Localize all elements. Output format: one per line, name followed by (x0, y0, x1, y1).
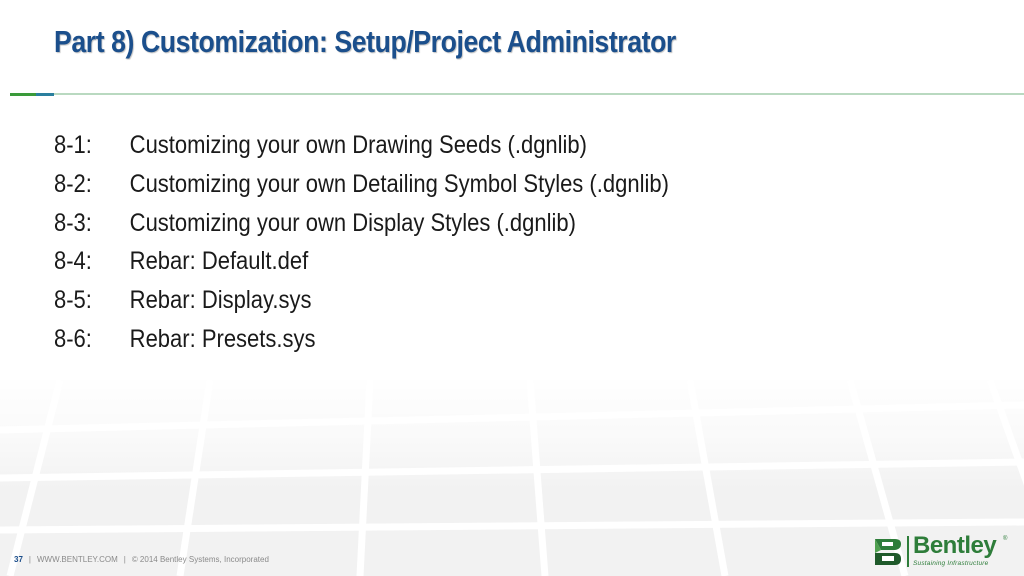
page-number: 37 (14, 555, 23, 564)
item-text: Rebar: Display.sys (129, 286, 312, 315)
item-text: Rebar: Presets.sys (129, 324, 316, 353)
list-item (54, 281, 669, 320)
agenda-list (54, 126, 753, 359)
footer-copyright: © 2014 Bentley Systems, Incorporated (131, 555, 269, 564)
slide-footer (14, 555, 269, 564)
slide-title: Part 8) Customization: Setup/Project Administrator (54, 24, 676, 59)
footer-separator: | (28, 555, 31, 564)
item-text: Rebar: Default.def (129, 247, 309, 276)
bentley-b-logo-icon (873, 536, 903, 568)
logo-registered-mark: ® (1003, 536, 1008, 542)
list-item (54, 320, 669, 359)
list-item (54, 165, 669, 204)
underline-accent-teal (36, 93, 54, 96)
item-number: 8-2: (54, 169, 92, 198)
item-number: 8-1: (54, 131, 92, 159)
logo-divider (907, 536, 909, 567)
title-underline (0, 92, 1024, 96)
list-item (54, 126, 669, 165)
list-item (54, 242, 669, 281)
item-number: 8-6: (54, 324, 92, 353)
logo-name: Bentley (913, 532, 997, 559)
item-text: Customizing your own Drawing Seeds (.dgnlib) (129, 131, 588, 159)
bentley-logo (873, 534, 1013, 570)
item-text: Customizing your own Display Styles (.dgnlib) (129, 208, 576, 237)
item-number: 8-5: (54, 286, 92, 315)
underline-rule (54, 93, 1024, 95)
item-text: Customizing your own Detailing Symbol Styles (.dgnlib) (129, 169, 669, 198)
footer-website: WWW.BENTLEY.COM (36, 555, 118, 564)
footer-separator: | (123, 555, 126, 564)
list-item (54, 204, 669, 243)
logo-tagline: Sustaining Infrastructure (913, 560, 989, 567)
item-number: 8-3: (54, 208, 92, 237)
item-number: 8-4: (54, 247, 92, 276)
underline-accent-green (10, 93, 36, 96)
